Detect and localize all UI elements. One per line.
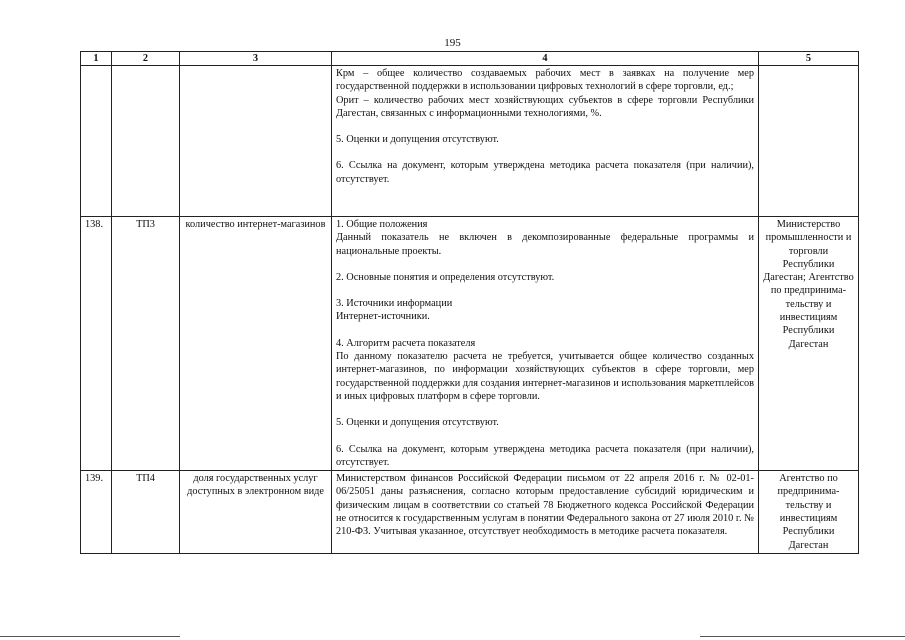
cell-name: доля государственных услуг доступных в электронном виде [180, 471, 332, 554]
bottom-line-right [700, 636, 905, 637]
continuation-row [81, 66, 859, 217]
method-paragraph: 4. Алгоритм расчета показателя [336, 337, 476, 349]
method-paragraph: 2. Основные понятия и определения отсутствуют. [336, 271, 555, 283]
page-number: 195 [444, 37, 461, 49]
cell-method [332, 66, 759, 217]
header-col-5: 5 [759, 52, 859, 66]
method-paragraph: 1. Общие положения [336, 219, 428, 230]
header-col-2: 2 [112, 52, 180, 66]
cell-num: 138. [81, 217, 112, 471]
method-paragraph: 6. Ссылка на документ, которым утверждена методика расчета показателя (при наличии), отсутствует. [336, 160, 754, 185]
header-row [81, 52, 859, 66]
header-col-1: 1 [81, 52, 112, 66]
method-paragraph: Министерством финансов Российской Федерации письмом от 22 апреля 2016 г. № 02-01-06/25051 даны разъяснения, согласно которым предоставление субсидий юридическим и физическим лицам в соответствии со статьей 78 Бюджетного кодекса Российской Федерации не относится к государственным услугам в понятии Федерального закона от 27 июля 2010 г. № 210-ФЗ. Учитывая указанное, отсутствует необходимость в методике расчета показателя. [336, 473, 754, 538]
method-paragraph: 5. Оценки и допущения отсутствуют. [336, 417, 499, 429]
method-paragraph: Крм – общее количество создаваемых рабочих мест в заявках на получение мер государственной поддержки в использовании цифровых технологий в сфере торговли, ед.; [336, 68, 754, 93]
bottom-line-left [0, 636, 180, 637]
indicator-table [80, 51, 859, 554]
cell-num: 139. [81, 471, 112, 554]
cell-code: ТП3 [112, 217, 180, 471]
cell-code: ТП4 [112, 471, 180, 554]
header-col-4: 4 [332, 52, 759, 66]
table-row [81, 217, 859, 471]
header-col-3: 3 [180, 52, 332, 66]
cell-responsible [759, 66, 859, 217]
cell-method [332, 471, 759, 554]
cell-method [332, 217, 759, 471]
cell-code [112, 66, 180, 217]
method-paragraph: Орит – количество рабочих мест хозяйствующих субъектов в сфере торговли Республики Дагестан, связанных с информационными технологиями, %. [336, 94, 754, 119]
cell-name [180, 66, 332, 217]
method-paragraph: 3. Источники информации [336, 298, 453, 310]
table-row [81, 471, 859, 554]
method-paragraph: 5. Оценки и допущения отсутствуют. [336, 134, 499, 146]
cell-responsible: Агентство по предпринима-тельству и инвестициям Республики Дагестан [759, 471, 859, 554]
method-paragraph: Интернет-источники. [336, 311, 430, 323]
cell-responsible: Министерство промышленности и торговли Республики Дагестан; Агентство по предпринима-тельству и инвестициям Республики Дагестан [759, 217, 859, 471]
method-paragraph: По данному показателю расчета не требуется, учитывается общее количество созданных интернет-магазинов, по информации хозяйствующих субъектов в сфере торговли, мер государственной поддержки для создания интернет-магазинов и использования маркетплейсов и иных цифровых платформ в сфере торговли. [336, 351, 754, 402]
cell-name: количество интернет-магазинов [180, 217, 332, 471]
cell-num [81, 66, 112, 217]
method-paragraph: 6. Ссылка на документ, которым утверждена методика расчета показателя (при наличии), отсутствует. [336, 443, 754, 468]
method-paragraph: Данный показатель не включен в декомпозированные федеральные программы и национальные проекты. [336, 232, 754, 257]
